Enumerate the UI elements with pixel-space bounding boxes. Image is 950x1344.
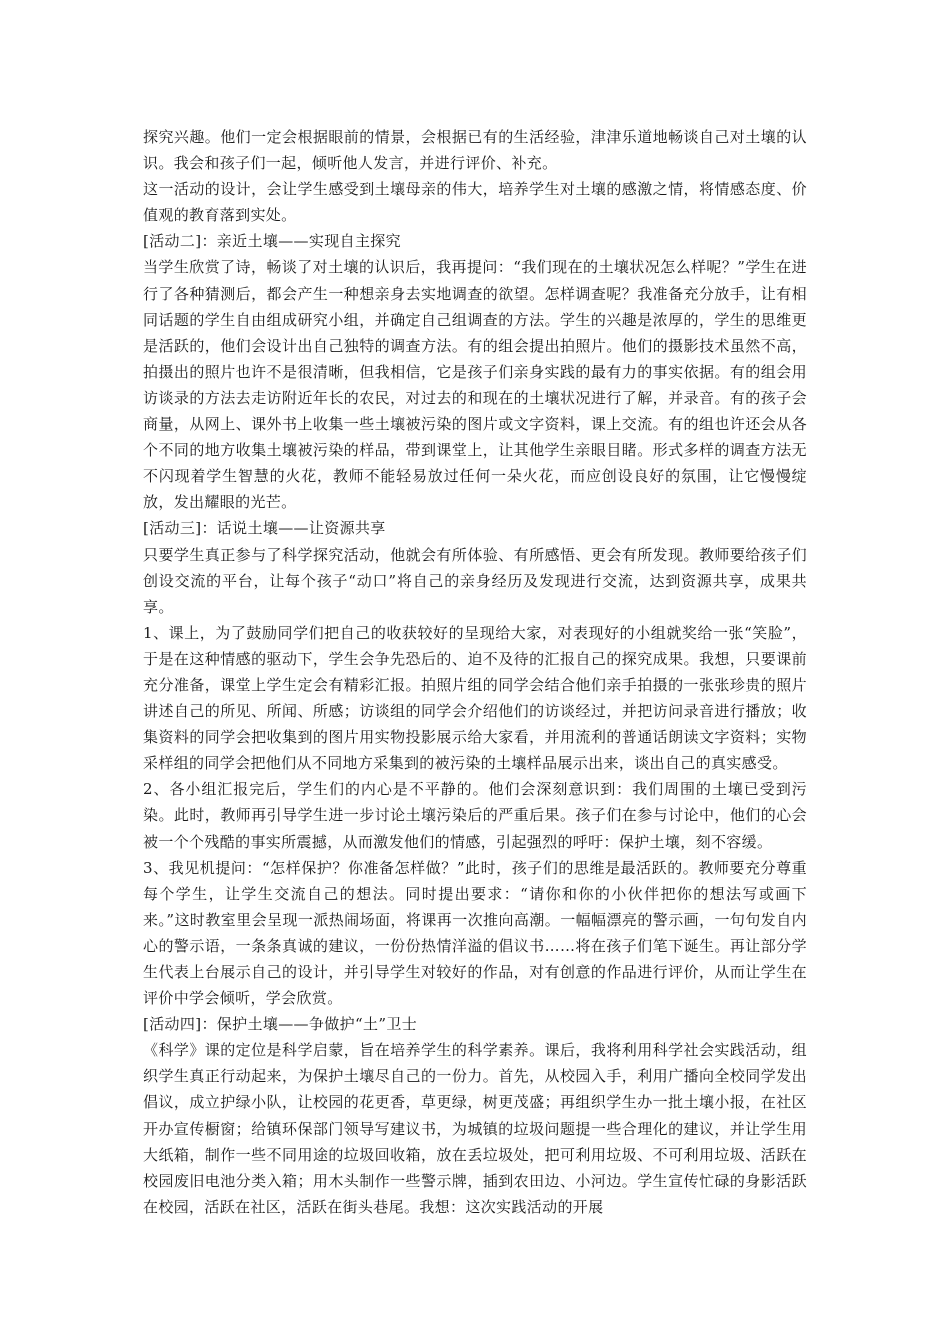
paragraph-activity-2: 当学生欣赏了诗，畅谈了对土壤的认识后，我再提问：“我们现在的土壤状况怎么样呢？”学生在进行了各种猜测后，都会产生一种想亲身去实地调查的欲望。怎样调查呢？我准备充分放手，让有相同话题的学生自由组成研究小组，并确定自己组调查的方法。学生的兴趣是浓厚的，学生的思维更是活跃的，他们会设计出自己独特的调查方法。有的组会提出拍照片。他们的摄影技术虽然不高，拍摄出的照片也许不是很清晰，但我相信，它是孩子们亲身实践的最有力的事实依据。有的组会用访谈录的方法去走访附近年长的农民，对过去的和现在的土壤状况进行了解，并录音。有的孩子会商量，从网上、课外书上收集一些土壤被污染的图片或文字资料，课上交流。有的组也许还会从各个不同的地方收集土壤被污染的样品，带到课堂上，让其他学生亲眼目睹。形式多样的调查方法无不闪现着学生智慧的火花，教师不能轻易放过任何一朵火花，而应创设良好的氛围，让它慢慢绽放，发出耀眼的光芒。 <box>143 258 807 512</box>
heading-activity-2: [活动二]：亲近土壤——实现自主探究 <box>143 232 402 251</box>
paragraph-intro-continued: 探究兴趣。他们一定会根据眼前的情景，会根据已有的生活经验，津津乐道地畅谈自己对土壤的认识。我会和孩子们一起，倾听他人发言，并进行评价、补充。 <box>143 128 807 173</box>
paragraph-step-3: 3、我见机提问：“怎样保护？你准备怎样做？”此时，孩子们的思维是最活跃的。教师要充分尊重每个学生，让学生交流自己的想法。同时提出要求：“请你和你的小伙伴把你的想法写或画下来。”这时教室里会呈现一派热闹场面，将课再一次推向高潮。一幅幅漂亮的警示画，一句句发自内心的警示语，一条条真诚的建议，一份份热情洋溢的倡议书……将在孩子们笔下诞生。再让部分学生代表上台展示自己的设计，并引导学生对较好的作品，对有创意的作品进行评价，从而让学生在评价中学会倾听，学会欣赏。 <box>143 858 807 1008</box>
paragraph-activity-3: 只要学生真正参与了科学探究活动，他就会有所体验、有所感悟、更会有所发现。教师要给孩子们创设交流的平台，让每个孩子“动口”将自己的亲身经历及发现进行交流，达到资源共享，成果共享。 <box>143 545 807 616</box>
paragraph-activity-purpose: 这一活动的设计，会让学生感受到土壤母亲的伟大，培养学生对土壤的感激之情，将情感态度、价值观的教育落到实处。 <box>143 180 807 225</box>
document-body <box>143 124 807 1220</box>
heading-activity-4: [活动四]：保护土壤——争做护“土”卫士 <box>143 1015 418 1034</box>
heading-activity-3: [活动三]：话说土壤——让资源共享 <box>143 519 386 538</box>
paragraph-step-1: 1、课上，为了鼓励同学们把自己的收获较好的呈现给大家，对表现好的小组就奖给一张“笑脸”，于是在这种情感的驱动下，学生会争先恐后的、迫不及待的汇报自己的探究成果。我想，只要课前充分准备，课堂上学生定会有精彩汇报。拍照片组的同学会结合他们亲手拍摄的一张张珍贵的照片讲述自己的所见、所闻、所感；访谈组的同学会介绍他们的访谈经过，并把访问录音进行播放；收集资料的同学会把收集到的图片用实物投影展示给大家看，并用流利的普通话朗读文字资料；实物采样组的同学会把他们从不同地方采集到的被污染的土壤样品展示出来，谈出自己的真实感受。 <box>143 623 807 773</box>
paragraph-step-2: 2、各小组汇报完后，学生们的内心是不平静的。他们会深刻意识到：我们周围的土壤已受到污染。此时，教师再引导学生进一步讨论土壤污染后的严重后果。孩子们在参与讨论中，他们的心会被一个个残酷的事实所震撼，从而激发他们的情感，引起强烈的呼吁：保护土壤，刻不容缓。 <box>143 780 807 851</box>
paragraph-activity-4: 《科学》课的定位是科学启蒙，旨在培养学生的科学素养。课后，我将利用科学社会实践活动，组织学生真正行动起来，为保护土壤尽自己的一份力。首先，从校园入手，利用广播向全校同学发出倡议，成立护绿小队，让校园的花更香，草更绿，树更茂盛；再组织学生办一批土壤小报，在社区开办宣传橱窗；给镇环保部门领导写建议书，为城镇的垃圾问题提一些合理化的建议，并让学生用大纸箱，制作一些不同用途的垃圾回收箱，放在丢垃圾处，把可利用垃圾、不可利用垃圾、活跃在校园废旧电池分类入箱；用木头制作一些警示牌，插到农田边、小河边。学生宣传忙碌的身影活跃在校园，活跃在社区，活跃在街头巷尾。我想：这次实践活动的开展 <box>143 1041 807 1216</box>
